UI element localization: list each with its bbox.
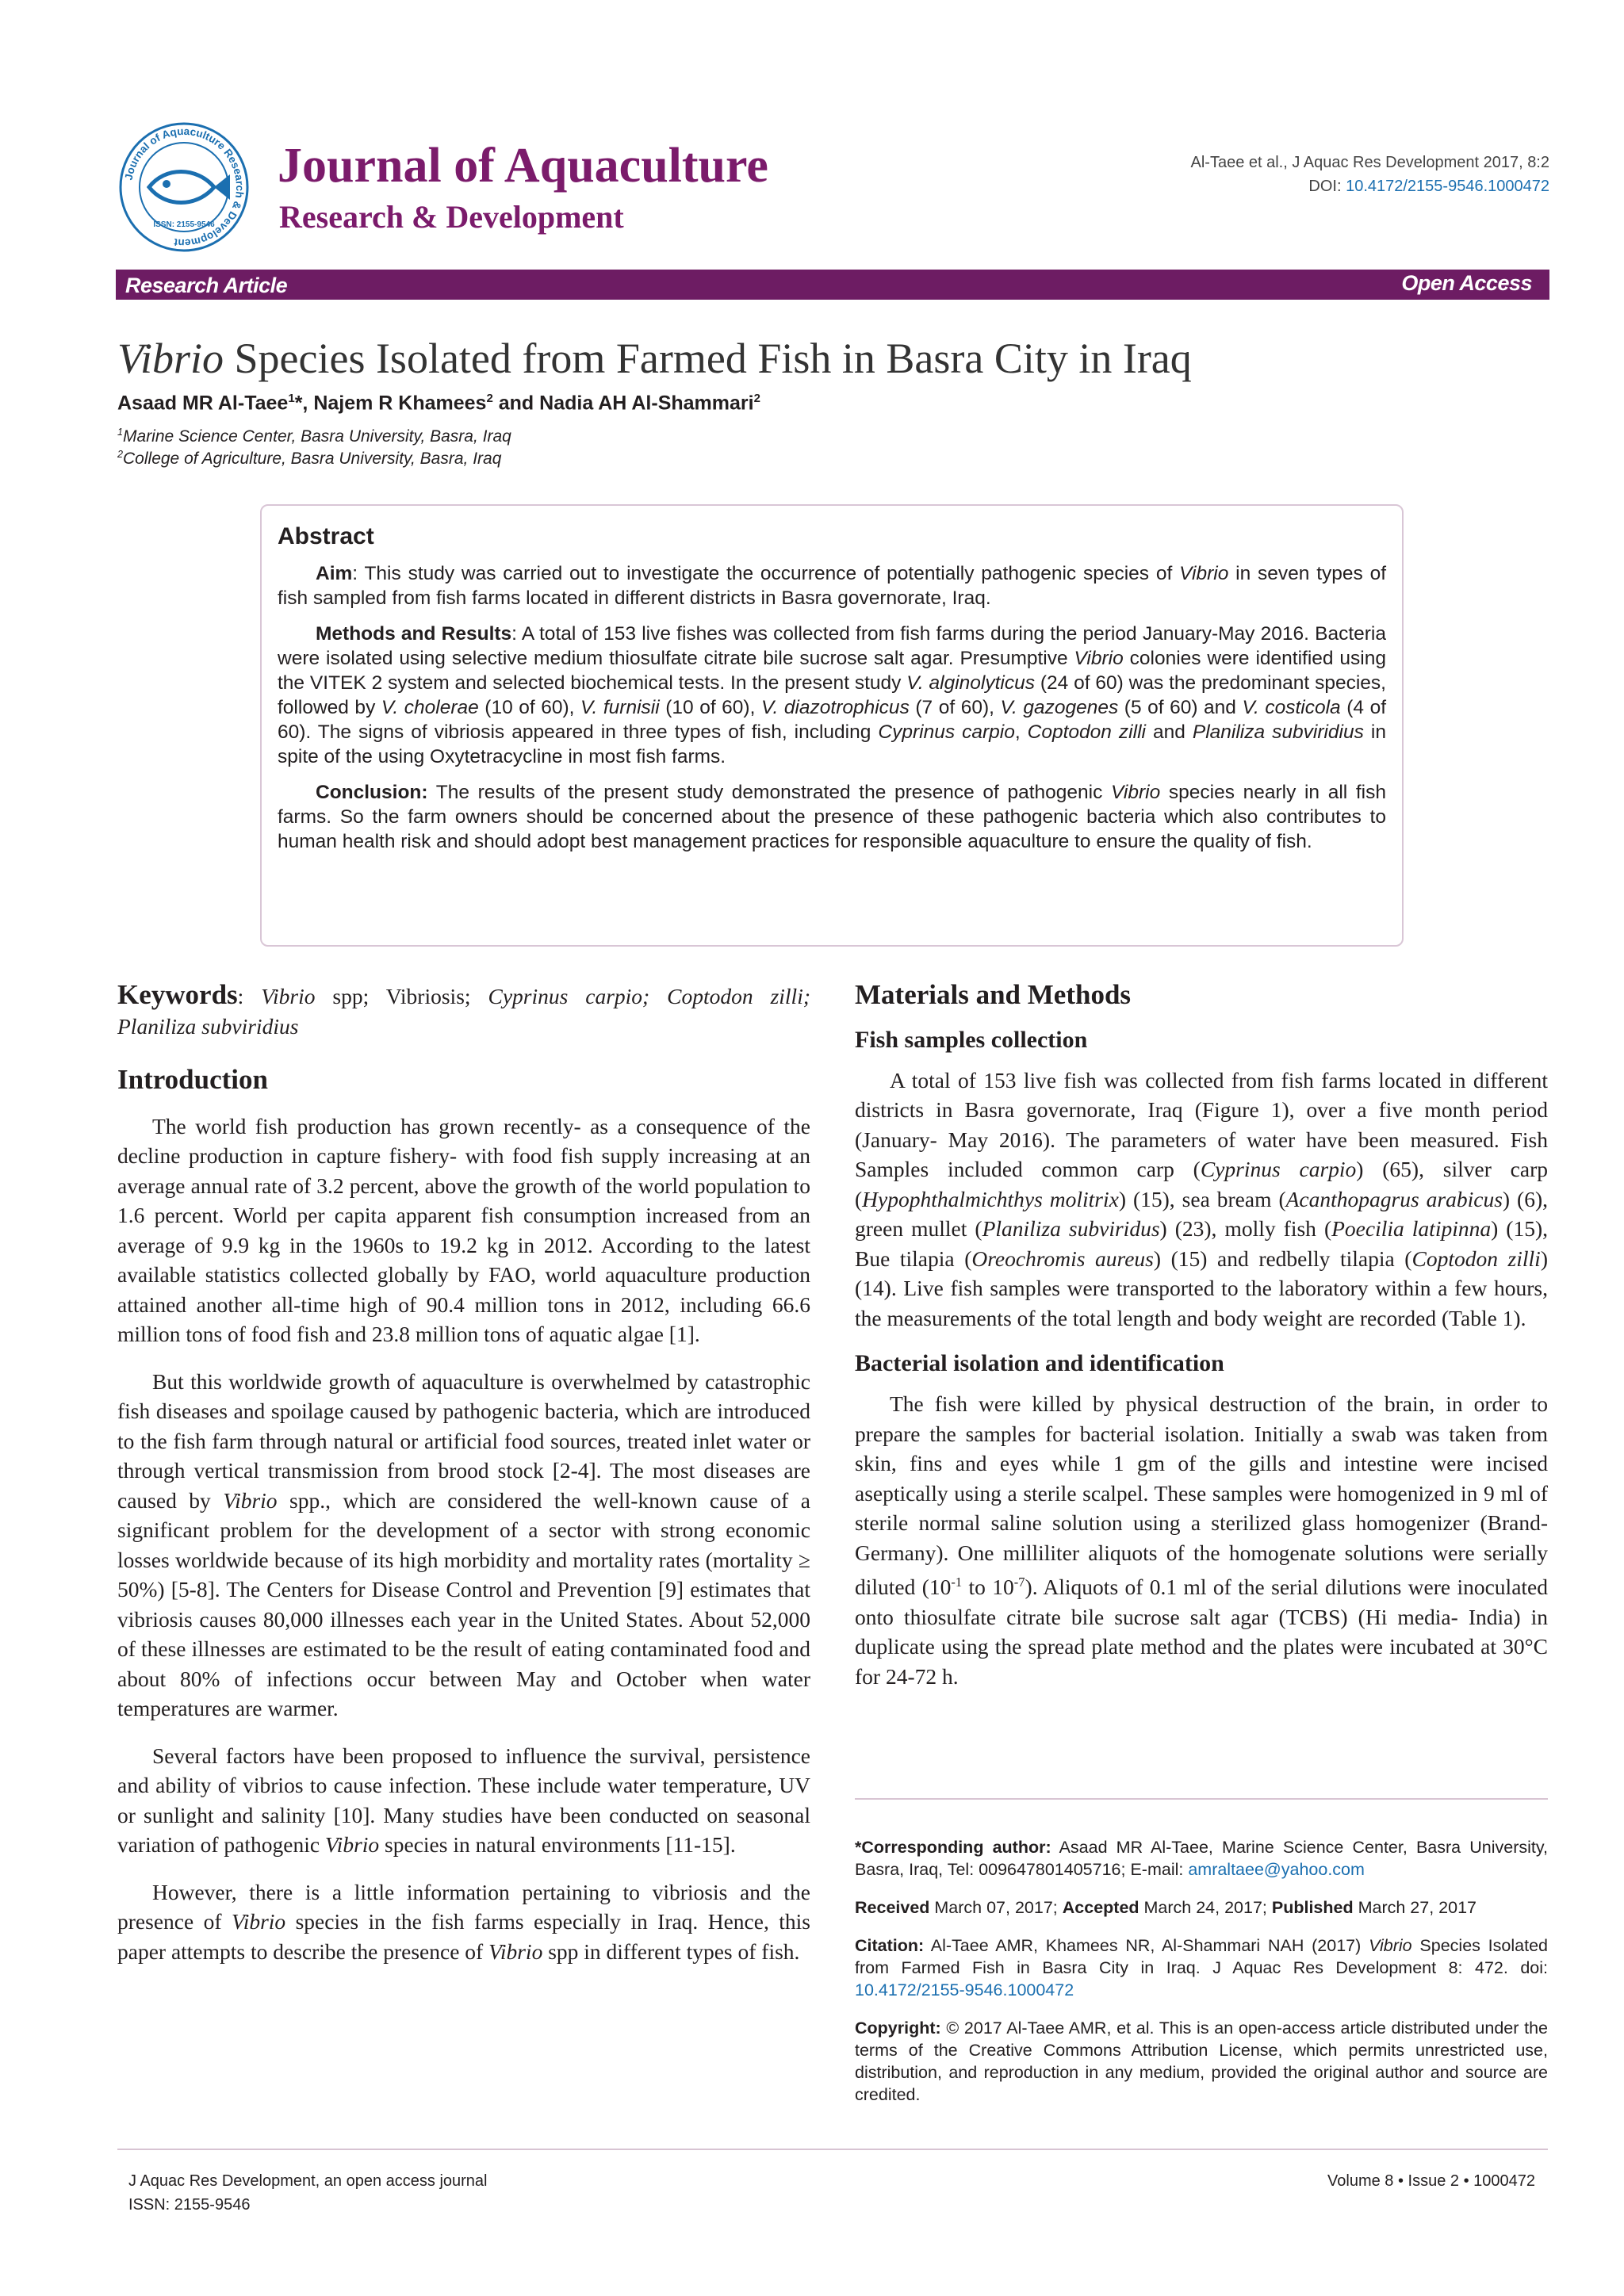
conc-t1: The results of the present study demonstrated the presence of pathogenic bbox=[427, 782, 1112, 803]
keywords-label: Keywords bbox=[117, 979, 238, 1010]
fish-samples-heading: Fish samples collection bbox=[855, 1026, 1088, 1053]
mr-i7: Cyprinus carpio bbox=[878, 721, 1015, 743]
left-column bbox=[117, 980, 810, 1984]
email-link[interactable]: amraltaee@yahoo.com bbox=[1188, 1860, 1365, 1879]
p3-b: species in natural environments [11-15]. bbox=[379, 1832, 736, 1857]
intro-paragraph-1: The world fish production has grown recently- as a consequence of the decline production in capture fishery- with food fish supply increasing at an average annual rate of 3.2 percent, above the growth of the world population to 1.6 percent. World per capita apparent fish consumption increased from an average of 9.9 kg in the 1960s to 19.2 kg in 2012. According to the latest available statistics collected globally by FAO, world aquaculture production attained another all-time high of 90.4 million tons in 2012, including 66.6 million tons of food fish and 23.8 million tons of aquatic algae [1]. bbox=[117, 1113, 810, 1346]
affiliation-2 bbox=[117, 449, 501, 469]
aff1-text: Marine Science Center, Basra University, Basra, Iraq bbox=[123, 427, 511, 446]
logo-ring-text: Journal of Aquaculture Research & Development bbox=[122, 124, 247, 250]
fish-icon bbox=[149, 172, 230, 203]
mr-i6: V. costicola bbox=[1242, 697, 1341, 718]
footer-issn: ISSN: 2155-9546 bbox=[128, 2196, 251, 2214]
received: March 07, 2017; bbox=[929, 1898, 1063, 1917]
mr-t6: (7 of 60), bbox=[909, 697, 1001, 718]
title-italic: Vibrio bbox=[117, 335, 224, 382]
mr-t10: and bbox=[1145, 721, 1193, 743]
header-citation bbox=[1191, 151, 1550, 198]
cit-b: Species Isolated from Farmed Fish in Basra City in Iraq. J Aquac Res Development 8: 472. doi: bbox=[855, 1936, 1548, 1977]
footer-divider bbox=[117, 2149, 1548, 2150]
m1-a: A total of 153 live fish was collected from fish farms located in different districts in Basra governorate, Iraq (Figure 1), over a five month period (January- May 2016). The parameters of water have been measured. Fish Samples included common carp ( bbox=[855, 1067, 1548, 1181]
copyright bbox=[855, 2017, 1548, 2106]
m2-a: The fish were killed by physical destruction of the brain, in order to prepare the samples for bacterial isolation. Initially a swab was taken from skin, fins and eyes while 1 gm of the gills and intestine were incised aseptically using a sterile scalpel. These samples were homogenized in 9 ml of sterile normal saline solution using a sterilized glass homogenizer (Brand- Germany). One milliliter aliquots of the homogenate solutions were serially diluted (10 bbox=[855, 1391, 1548, 1600]
mr-t3: (24 of 60) was the predominant species, followed by bbox=[278, 672, 1386, 718]
m1-f: ) (15), Bue tilapia ( bbox=[855, 1216, 1548, 1271]
journal-subtitle: Research & Development bbox=[279, 199, 624, 235]
p4-a: However, there is a little information pertaining to vibriosis and the presence of bbox=[117, 1879, 810, 1934]
author-3-sup: 2 bbox=[753, 392, 760, 405]
copy-label: Copyright: bbox=[855, 2019, 941, 2038]
abstract-methods-results bbox=[278, 622, 1386, 769]
conc-t2: species nearly in all fish farms. So the farm owners should be concerned about the presence of these pathogenic bacteria which also contributes to human health risk and should adopt best management practices for responsible aquaculture to ensure the quality of fish. bbox=[278, 782, 1386, 852]
right-column bbox=[855, 980, 1548, 1709]
mr-i4: V. diazotrophicus bbox=[760, 697, 910, 718]
accepted: March 24, 2017; bbox=[1139, 1898, 1272, 1917]
author-2: , Najem R Khamees bbox=[302, 392, 487, 415]
m2-sup2: -7 bbox=[1013, 1575, 1025, 1590]
mr-t1: : A total of 153 live fishes was collected from fish farms during the period January-May 2016. Bacteria were isolated using selective medium thiosulfate citrate bile sucrose salt agar. Presumptive bbox=[278, 623, 1386, 669]
introduction-heading: Introduction bbox=[117, 1064, 268, 1095]
abstract-conclusion bbox=[278, 780, 1386, 854]
methods-paragraph-1 bbox=[855, 1066, 1548, 1334]
mr-i8: Coptodon zilli bbox=[1027, 721, 1146, 743]
mr-i5: V. gazogenes bbox=[1000, 697, 1119, 718]
doi-line bbox=[1191, 174, 1550, 198]
logo-issn: ISSN: 2155-9546 bbox=[153, 220, 215, 229]
cit-doi-link[interactable]: 10.4172/2155-9546.1000472 bbox=[855, 1980, 1074, 1999]
m1-s3: Acanthopagrus arabicus bbox=[1285, 1186, 1503, 1211]
open-access-label: Open Access bbox=[1401, 271, 1532, 295]
doi-label: DOI: bbox=[1308, 178, 1346, 195]
m1-c: ) (15), sea bream ( bbox=[1118, 1186, 1286, 1211]
mr-t7: (5 of 60) and bbox=[1118, 697, 1243, 718]
kw-1: Vibrio bbox=[261, 984, 316, 1008]
bacterial-isolation-heading: Bacterial isolation and identification bbox=[855, 1350, 1224, 1376]
aim-text: : This study was carried out to investigate the occurrence of potentially pathogenic species of bbox=[352, 563, 1180, 584]
mr-t2: colonies were identified using the VITEK 2 system and selected biochemical tests. In the present study bbox=[278, 648, 1386, 694]
m1-s4: Planiliza subviridus bbox=[982, 1216, 1160, 1241]
intro-paragraph-3 bbox=[117, 1741, 810, 1860]
corresponding-mark: * bbox=[294, 392, 303, 415]
methods-paragraph-2 bbox=[855, 1389, 1548, 1691]
p3-i: Vibrio bbox=[324, 1832, 380, 1857]
aim-label: Aim bbox=[316, 563, 353, 584]
author-2-sup: 2 bbox=[486, 392, 493, 405]
p4-i2: Vibrio bbox=[488, 1938, 543, 1964]
abstract-aim bbox=[278, 561, 1386, 610]
m2-c: ). Aliquots of 0.1 ml of the serial dilutions were inoculated onto thiosulfate citrate bile sucrose salt agar (TCBS) (Hi media- India) in duplicate using the spread plate method and the plates were incubated at 30°C for 24-72 h. bbox=[855, 1575, 1548, 1689]
published: March 27, 2017 bbox=[1353, 1898, 1477, 1917]
intro-paragraph-2 bbox=[117, 1367, 810, 1724]
article-footnote bbox=[855, 1798, 1548, 2122]
author-list bbox=[117, 392, 760, 415]
published-label: Published bbox=[1271, 1898, 1354, 1917]
cit-label: Citation: bbox=[855, 1936, 925, 1955]
m1-b: ) (65), silver carp ( bbox=[855, 1157, 1548, 1211]
p4-c: spp in different types of fish. bbox=[542, 1938, 800, 1964]
accepted-label: Accepted bbox=[1062, 1898, 1139, 1917]
mr-i2: V. cholerae bbox=[381, 697, 479, 718]
mr-label: Methods and Results bbox=[316, 623, 512, 645]
footer-journal: J Aquac Res Development, an open access journal bbox=[128, 2172, 488, 2190]
m1-s5: Poecilia latipinna bbox=[1331, 1216, 1492, 1241]
abstract-box bbox=[260, 504, 1404, 947]
mr-t5: (10 of 60), bbox=[659, 697, 761, 718]
m1-s2: Hypophthalmichthys molitrix bbox=[862, 1186, 1119, 1211]
m2-b: to 10 bbox=[962, 1575, 1014, 1600]
citation bbox=[855, 1934, 1548, 2001]
m1-s7: Coptodon zilli bbox=[1411, 1246, 1541, 1271]
author-1: Asaad MR Al-Taee bbox=[117, 392, 289, 415]
received-label: Received bbox=[855, 1898, 930, 1917]
p2-a: But this worldwide growth of aquaculture is overwhelmed by catastrophic fish diseases and spoilage caused by pathogenic bacteria, which are introduced to the fish farm through natural or artificial food sources, treated inlet water or through vertical transmission from brood stock [2-4]. The most diseases are caused by bbox=[117, 1368, 810, 1513]
m1-s1: Cyprinus carpio bbox=[1200, 1157, 1357, 1181]
affiliation-1 bbox=[117, 427, 511, 446]
corresponding-author bbox=[855, 1836, 1548, 1881]
aim-text-2: in seven types of fish sampled from fish farms located in different districts in Basra governorate, Iraq. bbox=[278, 563, 1387, 609]
mr-t4: (10 of 60), bbox=[478, 697, 580, 718]
cit-i: Vibrio bbox=[1369, 1936, 1412, 1955]
methods-heading: Materials and Methods bbox=[855, 979, 1132, 1010]
mr-i1: V. alginolyticus bbox=[906, 672, 1035, 694]
p3-a: Several factors have been proposed to influence the survival, persistence and ability of vibrios to cause infection. These include water temperature, UV or sunlight and salinity [10]. Many studies have been conducted on seasonal variation of pathogenic bbox=[117, 1743, 810, 1857]
abstract-heading: Abstract bbox=[278, 523, 374, 549]
keywords bbox=[117, 980, 810, 1041]
mr-t11: in spite of the using Oxytetracycline in most fish farms. bbox=[278, 721, 1386, 767]
p2-b: spp., which are considered the well-known cause of a significant problem for the development of a sector with strong economic losses worldwide because of its high morbidity and mortality rates (mortality ≥ 50%) [5-8]. The Centers for Disease Control and Prevention [9] estimates that vibriosis causes 80,000 illnesses each year in the United States. About 52,000 of these illnesses are estimated to be the result of eating contaminated food and about 80% of infections occur between May and October when water temperatures are warmer. bbox=[117, 1487, 810, 1720]
keywords-colon: : bbox=[237, 984, 244, 1008]
mr-t8: (4 of 60). The signs of vibriosis appeared in three types of fish, including bbox=[278, 697, 1387, 743]
m1-d: ) (6), green mullet ( bbox=[855, 1186, 1548, 1241]
kw-3: Cyprinus carpio; Coptodon zilli; Planiliza subviridius bbox=[117, 984, 810, 1039]
m1-s6: Oreochromis aureus bbox=[971, 1246, 1154, 1271]
footer-volume: Volume 8 • Issue 2 • 1000472 bbox=[1327, 2172, 1535, 2190]
copy-text: © 2017 Al-Taee AMR, et al. This is an open-access article distributed under the terms of the Creative Commons Attribution License, which permits unrestricted use, distribution, and reproduction in any medium, provided the original author and source are credited. bbox=[855, 2019, 1548, 2104]
aff2-text: College of Agriculture, Basra University, Basra, Iraq bbox=[123, 450, 502, 468]
mr-i0: Vibrio bbox=[1074, 648, 1124, 669]
p2-i: Vibrio bbox=[223, 1487, 278, 1513]
intro-paragraph-4 bbox=[117, 1877, 810, 1967]
citation-line: Al-Taee et al., J Aquac Res Development 2017, 8:2 bbox=[1190, 154, 1549, 171]
m2-sup1: -1 bbox=[951, 1575, 963, 1590]
aim-vibrio: Vibrio bbox=[1179, 563, 1229, 584]
conc-i1: Vibrio bbox=[1111, 782, 1161, 803]
author-1-sup: 1 bbox=[288, 392, 295, 405]
p4-b: species in the fish farms especially in Iraq. Hence, this paper attempts to describe the presence of bbox=[117, 1909, 810, 1964]
p4-i1: Vibrio bbox=[231, 1909, 286, 1934]
corr-text: Asaad MR Al-Taee, Marine Science Center, Basra University, Basra, Iraq, Tel: 009647801405716; E-mail: bbox=[855, 1838, 1548, 1879]
journal-logo bbox=[117, 121, 251, 254]
aff2-sup: 2 bbox=[117, 449, 124, 460]
kw-2: spp; Vibriosis; bbox=[315, 984, 488, 1008]
aff1-sup: 1 bbox=[117, 427, 124, 438]
footer-left bbox=[128, 2169, 488, 2217]
article-title bbox=[117, 333, 1192, 385]
m1-h: ) (14). Live fish samples were transported to the laboratory within a few hours, the measurements of the total length and body weight are recorded (Table 1). bbox=[855, 1246, 1548, 1330]
mr-i3: V. furnisii bbox=[580, 697, 660, 718]
article-type: Research Article bbox=[125, 274, 288, 297]
dates bbox=[855, 1896, 1548, 1919]
doi-link[interactable]: 10.4172/2155-9546.1000472 bbox=[1346, 178, 1549, 195]
cit-a: Al-Taee AMR, Khamees NR, Al-Shammari NAH (2017) bbox=[924, 1936, 1369, 1955]
m1-e: ) (23), molly fish ( bbox=[1159, 1216, 1332, 1241]
author-3: and Nadia AH Al-Shammari bbox=[492, 392, 754, 415]
mr-t9: , bbox=[1014, 721, 1028, 743]
mr-i9: Planiliza subviridius bbox=[1192, 721, 1364, 743]
title-rest: Species Isolated from Farmed Fish in Basra City in Iraq bbox=[224, 335, 1192, 382]
corr-label: *Corresponding author: bbox=[855, 1838, 1051, 1857]
m1-g: ) (15) and redbelly tilapia ( bbox=[1153, 1246, 1412, 1271]
conc-label: Conclusion: bbox=[316, 782, 428, 803]
journal-name: Journal of Aquaculture bbox=[278, 139, 768, 193]
article-type-band bbox=[116, 270, 1549, 300]
